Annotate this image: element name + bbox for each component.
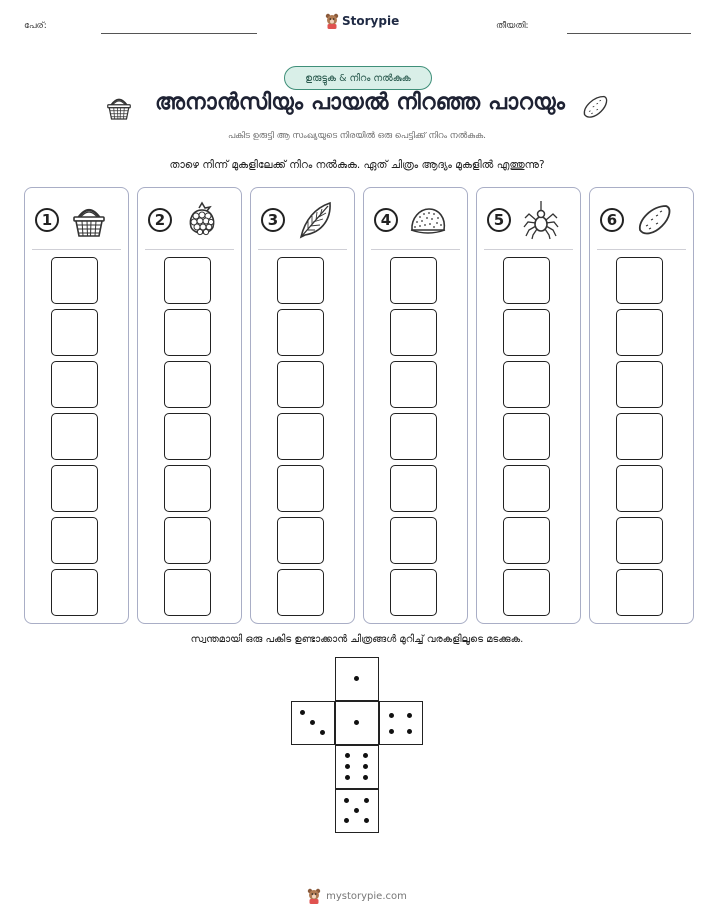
color-box[interactable] bbox=[390, 257, 437, 304]
column-header bbox=[477, 200, 580, 240]
column-header bbox=[251, 200, 354, 240]
mossy-rock-icon bbox=[408, 200, 448, 240]
color-box[interactable] bbox=[503, 413, 550, 460]
pip bbox=[363, 753, 368, 758]
die-face-left bbox=[291, 701, 335, 745]
pip bbox=[407, 729, 412, 734]
column-divider bbox=[597, 249, 686, 250]
game-instruction: താഴെ നിന്ന് മുകളിലേക്ക് നിറം നൽകുക. ഏത് ചിത്രം ആദ്യം മുകളിൽ എത്തുന്നു? bbox=[169, 159, 545, 171]
pip bbox=[354, 676, 359, 681]
berry-icon bbox=[182, 200, 222, 240]
name-line[interactable] bbox=[101, 33, 257, 34]
pip bbox=[389, 729, 394, 734]
color-box[interactable] bbox=[277, 465, 324, 512]
date-label: തീയതി: bbox=[496, 21, 529, 31]
column-number: 4 bbox=[374, 208, 398, 232]
column-divider bbox=[145, 249, 234, 250]
color-box[interactable] bbox=[277, 569, 324, 616]
leaf-icon bbox=[295, 200, 335, 240]
color-box[interactable] bbox=[616, 413, 663, 460]
color-box[interactable] bbox=[164, 569, 211, 616]
color-box[interactable] bbox=[503, 309, 550, 356]
column-header bbox=[25, 200, 128, 240]
die-face-right bbox=[379, 701, 423, 745]
brand-logo bbox=[325, 13, 399, 29]
column-divider bbox=[258, 249, 347, 250]
pip bbox=[407, 713, 412, 718]
die-face-top bbox=[335, 657, 379, 701]
color-box[interactable] bbox=[277, 257, 324, 304]
pip bbox=[345, 775, 350, 780]
color-box[interactable] bbox=[390, 413, 437, 460]
footer-url[interactable]: mystorypie.com bbox=[326, 890, 407, 902]
color-box[interactable] bbox=[164, 309, 211, 356]
pip bbox=[320, 730, 325, 735]
color-box[interactable] bbox=[503, 465, 550, 512]
color-box[interactable] bbox=[616, 465, 663, 512]
die-face-lower bbox=[335, 745, 379, 789]
date-line[interactable] bbox=[567, 33, 691, 34]
color-box[interactable] bbox=[164, 413, 211, 460]
color-box[interactable] bbox=[616, 517, 663, 564]
column-4 bbox=[363, 187, 468, 624]
pip bbox=[344, 798, 349, 803]
pip bbox=[300, 710, 305, 715]
color-box[interactable] bbox=[277, 309, 324, 356]
basket-icon bbox=[69, 200, 109, 240]
column-number: 2 bbox=[148, 208, 172, 232]
color-box[interactable] bbox=[616, 257, 663, 304]
column-number: 6 bbox=[600, 208, 624, 232]
column-divider bbox=[32, 249, 121, 250]
color-box[interactable] bbox=[503, 569, 550, 616]
activity-badge: ഉരുട്ടുക & നിറം നൽകുക bbox=[284, 66, 432, 90]
color-box[interactable] bbox=[616, 569, 663, 616]
pip bbox=[344, 818, 349, 823]
name-label: പേര്: bbox=[24, 21, 47, 31]
pip bbox=[363, 775, 368, 780]
color-box[interactable] bbox=[390, 465, 437, 512]
color-box[interactable] bbox=[51, 517, 98, 564]
color-box[interactable] bbox=[390, 309, 437, 356]
column-number: 5 bbox=[487, 208, 511, 232]
column-number: 1 bbox=[35, 208, 59, 232]
page-subtitle: പകിട ഉരുട്ടി ആ സംഖ്യയുടെ നിരയിൽ ഒരു പെട്ടിക്ക് നിറം നൽകുക. bbox=[228, 131, 486, 141]
color-box[interactable] bbox=[164, 465, 211, 512]
die-face-center bbox=[335, 701, 379, 745]
color-box[interactable] bbox=[277, 413, 324, 460]
pip bbox=[354, 720, 359, 725]
color-box[interactable] bbox=[164, 257, 211, 304]
column-header bbox=[138, 200, 241, 240]
sweet-potato-icon bbox=[580, 92, 610, 122]
spider-icon bbox=[521, 200, 561, 240]
pip bbox=[310, 720, 315, 725]
pip bbox=[345, 753, 350, 758]
pip bbox=[364, 798, 369, 803]
bear-icon bbox=[307, 888, 321, 904]
die-face-bottom bbox=[335, 789, 379, 833]
pip bbox=[364, 818, 369, 823]
color-box[interactable] bbox=[503, 517, 550, 564]
column-header bbox=[590, 200, 693, 240]
column-header bbox=[364, 200, 467, 240]
color-box[interactable] bbox=[51, 361, 98, 408]
color-box[interactable] bbox=[277, 517, 324, 564]
color-box[interactable] bbox=[51, 413, 98, 460]
column-divider bbox=[371, 249, 460, 250]
color-box[interactable] bbox=[51, 309, 98, 356]
cutout-instruction: സ്വന്തമായി ഒരു പകിട ഉണ്ടാക്കാൻ ചിത്രങ്ങൾ മുറിച്ച് വരകളിലൂടെ മടക്കുക. bbox=[190, 634, 524, 645]
column-divider bbox=[484, 249, 573, 250]
column-2 bbox=[137, 187, 242, 624]
color-box[interactable] bbox=[51, 465, 98, 512]
page-title: അനാൻസിയും പായൽ നിറഞ്ഞ പാറയും bbox=[155, 90, 565, 115]
color-box[interactable] bbox=[503, 361, 550, 408]
color-box[interactable] bbox=[390, 361, 437, 408]
column-number: 3 bbox=[261, 208, 285, 232]
color-box[interactable] bbox=[616, 361, 663, 408]
pip bbox=[345, 764, 350, 769]
brand-name: Storypie bbox=[342, 14, 400, 28]
pip bbox=[354, 808, 359, 813]
color-box[interactable] bbox=[51, 569, 98, 616]
color-box[interactable] bbox=[164, 361, 211, 408]
column-5 bbox=[476, 187, 581, 624]
color-box[interactable] bbox=[503, 257, 550, 304]
footer bbox=[0, 888, 714, 904]
pip bbox=[389, 713, 394, 718]
color-box[interactable] bbox=[164, 517, 211, 564]
sweet-potato-icon bbox=[634, 200, 674, 240]
column-6 bbox=[589, 187, 694, 624]
basket-icon bbox=[104, 92, 134, 122]
color-box[interactable] bbox=[277, 361, 324, 408]
column-1 bbox=[24, 187, 129, 624]
color-box[interactable] bbox=[51, 257, 98, 304]
color-box[interactable] bbox=[616, 309, 663, 356]
color-box[interactable] bbox=[390, 517, 437, 564]
bear-icon bbox=[325, 13, 339, 29]
pip bbox=[363, 764, 368, 769]
column-3 bbox=[250, 187, 355, 624]
color-box[interactable] bbox=[390, 569, 437, 616]
